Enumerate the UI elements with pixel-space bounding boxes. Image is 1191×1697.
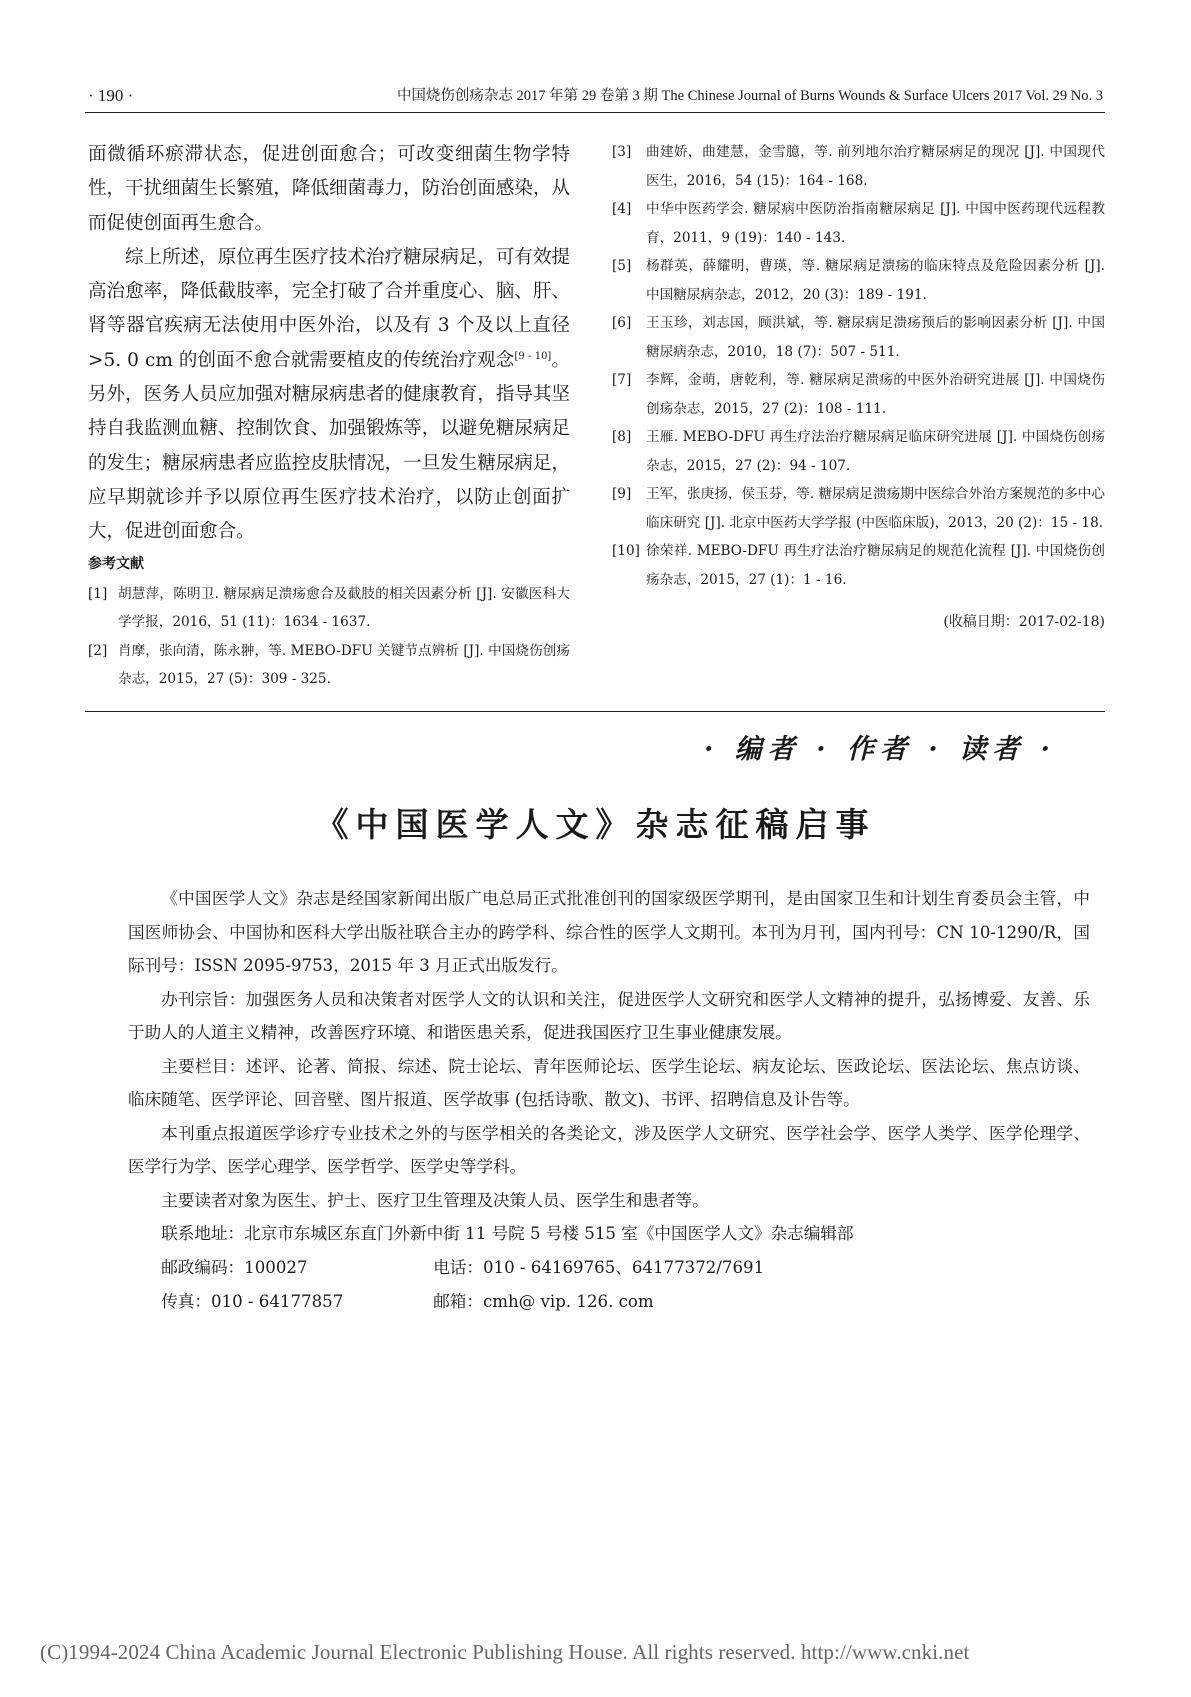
reference-item	[612, 480, 1105, 537]
references-heading: 参考文献	[88, 555, 144, 572]
page-number: · 190 ·	[88, 86, 134, 105]
reference-text: 曲建娇，曲建慧，金雪臆，等. 前列地尔治疗糖尿病足的现况 [J]. 中国现代医生，2016，54 (15)：164 - 168.	[646, 144, 1105, 189]
right-column	[612, 138, 1105, 634]
reference-number: [4]	[612, 201, 632, 217]
section-label: · 编者 · 作者 · 读者 ·	[704, 734, 1056, 765]
notice-title: 《中国医学人文》杂志征稿启事	[315, 805, 876, 844]
notice-paragraph: 主要读者对象为医生、护士、医疗卫生管理及决策人员、医学生和患者等。	[161, 1190, 709, 1210]
running-header	[88, 84, 1103, 108]
contact-row	[128, 1285, 1090, 1319]
notice-paragraph: 主要栏目：述评、论著、简报、综述、院士论坛、青年医师论坛、医学生论坛、病友论坛、医政论坛、医法论坛、焦点访谈、临床随笔、医学评论、回音壁、图片报道、医学故事 (包括诗歌、散文)、书评、招聘信息及讣告等。	[128, 1056, 1090, 1109]
reference-text: 肖摩，张向清，陈永翀，等. MEBO-DFU 关键节点辨析 [J]. 中国烧伤创疡杂志，2015，27 (5)：309 - 325.	[118, 642, 570, 688]
reference-item	[612, 252, 1105, 309]
reference-number: [9]	[612, 486, 632, 502]
reference-number: [5]	[612, 258, 632, 274]
conclusion-paragraph	[88, 241, 570, 550]
reference-text: 胡慧萍，陈明卫. 糖尿病足溃疡愈合及截肢的相关因素分析 [J]. 安徽医科大学学报，2016，51 (11)：1634 - 1637.	[118, 585, 570, 631]
reference-item	[612, 309, 1105, 366]
reference-text: 李辉，金萌，唐乾利，等. 糖尿病足溃疡的中医外治研究进展 [J]. 中国烧伤创疡杂志，2015，27 (2)：108 - 111.	[646, 372, 1105, 417]
header-divider	[85, 112, 1105, 113]
reference-text: 杨群英，薛耀明，曹瑛，等. 糖尿病足溃疡的临床特点及危险因素分析 [J]. 中国糖尿病杂志，2012，20 (3)：189 - 191.	[646, 258, 1105, 303]
conclusion-text-a: 综上所述，原位再生医疗技术治疗糖尿病足，可有效提高治愈率，降低截肢率，完全打破了合并重度心、脑、肝、肾等器官疾病无法使用中医外治，以及有 3 个及以上直径 >5. 0 cm 的创面不愈合就需要植皮的传统治疗观念	[88, 246, 570, 371]
section-divider	[85, 711, 1105, 712]
reference-number: [8]	[612, 429, 632, 445]
reference-item	[612, 537, 1105, 594]
journal-citation-line: 中国烧伤创疡杂志 2017 年第 29 卷第 3 期 The Chinese Journal of Burns Wounds & Surface Ulcers 2017 Vol. 29 No. 3	[396, 88, 1103, 104]
copyright-footer: (C)1994-2024 China Academic Journal Electronic Publishing House. All rights reserved. http://www.cnki.net	[40, 1640, 970, 1664]
received-date: (收稿日期：2017-02-18)	[943, 614, 1105, 630]
notice-paragraph: 本刊重点报道医学诊疗专业技术之外的与医学相关的各类论文，涉及医学人文研究、医学社会学、医学人类学、医学伦理学、医学行为学、医学心理学、医学哲学、医学史等学科。	[128, 1123, 1090, 1176]
reference-item	[88, 580, 570, 637]
contact-email: 邮箱：cmh@ vip. 126. com	[433, 1292, 654, 1311]
reference-number: [6]	[612, 315, 632, 331]
left-column	[88, 138, 570, 694]
reference-text: 徐荣祥. MEBO-DFU 再生疗法治疗糖尿病足的规范化流程 [J]. 中国烧伤创疡杂志，2015，27 (1)：1 - 16.	[646, 543, 1105, 588]
reference-item	[88, 637, 570, 694]
reference-text: 王军，张庚扬，侯玉芬，等. 糖尿病足溃疡期中医综合外治方案规范的多中心临床研究 [J]. 北京中医药大学学报 (中医临床版)，2013，20 (2)：15 - 18.	[646, 486, 1105, 531]
reference-number: [2]	[88, 642, 108, 659]
reference-text: 王玉珍，刘志国，顾洪斌，等. 糖尿病足溃疡预后的影响因素分析 [J]. 中国糖尿病杂志，2010，18 (7)：507 - 511.	[646, 315, 1105, 360]
notice-paragraph: 办刊宗旨：加强医务人员和决策者对医学人文的认识和关注，促进医学人文研究和医学人文精神的提升，弘扬博爱、友善、乐于助人的人道主义精神，改善医疗环境、和谐医患关系，促进我国医疗卫生事业健康发展。	[128, 989, 1090, 1042]
contact-address: 联系地址：北京市东城区东直门外新中街 11 号院 5 号楼 515 室《中国医学人文》杂志编辑部	[161, 1224, 854, 1243]
citation-superscript: [9 - 10]	[514, 350, 552, 362]
reference-item	[612, 138, 1105, 195]
contact-phone: 电话：010 - 64169765、64177372/7691	[433, 1258, 765, 1277]
notice-body	[128, 882, 1090, 1319]
reference-text: 中华中医药学会. 糖尿病中医防治指南糖尿病足 [J]. 中国中医药现代远程教育，2011，9 (19)：140 - 143.	[646, 201, 1105, 246]
reference-number: [1]	[88, 585, 108, 602]
reference-number: [10]	[612, 543, 640, 559]
contact-postcode: 邮政编码：100027	[161, 1258, 308, 1277]
reference-number: [3]	[612, 144, 632, 160]
reference-item	[612, 366, 1105, 423]
conclusion-text-b: 。另外，医务人员应加强对糖尿病患者的健康教育，指导其坚持自我监测血糖、控制饮食、加强锻炼等，以避免糖尿病足的发生；糖尿病患者应监控皮肤情况，一旦发生糖尿病足，应早期就诊并予以原位再生医疗技术治疗，以防止创面扩大，促进创面愈合。	[88, 349, 570, 543]
reference-number: [7]	[612, 372, 632, 388]
reference-item	[612, 423, 1105, 480]
body-paragraph: 面微循环瘀滞状态，促进创面愈合；可改变细菌生物学特性，干扰细菌生长繁殖，降低细菌毒力，防治创面感染，从而促使创面再生愈合。	[88, 144, 570, 234]
reference-item	[612, 195, 1105, 252]
notice-paragraph: 《中国医学人文》杂志是经国家新闻出版广电总局正式批准创刊的国家级医学期刊，是由国家卫生和计划生育委员会主管，中国医师协会、中国协和医科大学出版社联合主办的跨学科、综合性的医学人文期刊。本刊为月刊，国内刊号：CN 10-1290/R，国际刊号：ISSN 2095-9753，2015 年 3 月正式出版发行。	[128, 889, 1090, 975]
reference-text: 王雁. MEBO-DFU 再生疗法治疗糖尿病足临床研究进展 [J]. 中国烧伤创疡杂志，2015，27 (2)：94 - 107.	[646, 429, 1105, 474]
contact-row	[128, 1251, 1090, 1285]
contact-fax: 传真：010 - 64177857	[161, 1292, 344, 1311]
